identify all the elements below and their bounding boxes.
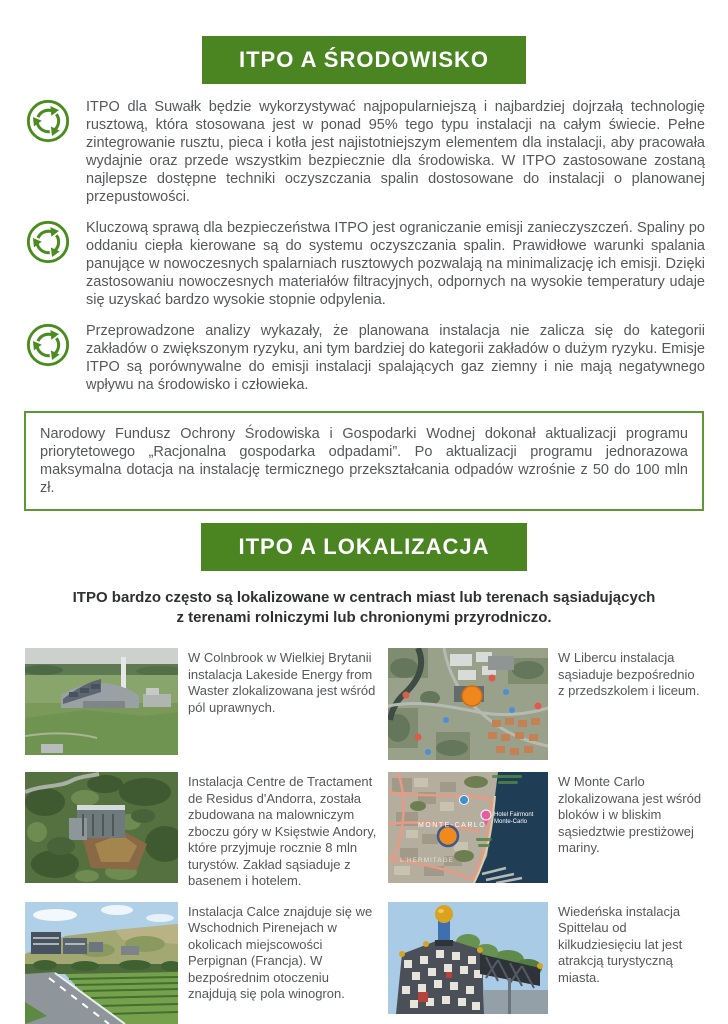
location-caption-monte-carlo: W Monte Carlo zlokalizowana jest wśród bloków i w bliskim sąsiedztwie prestiżowej mariny. xyxy=(558,774,702,855)
liberec-satellite-map xyxy=(388,648,548,760)
plant-location-marker xyxy=(438,826,458,846)
location-caption-liberec: W Libercu instalacja sąsiaduje bezpośrednio z przedszkolem i liceum. xyxy=(558,650,700,698)
recycle-icon xyxy=(25,322,71,368)
recycle-icon xyxy=(25,98,71,144)
location-caption-colnbrook: W Colnbrook w Wielkiej Brytanii instalacja Lakeside Energy from Waster zlokalizowana jest wśród pól uprawnych. xyxy=(188,650,376,715)
hotel-label-line2: Monte-Carlo xyxy=(494,819,528,825)
bullet-text: Kluczową sprawą dla bezpieczeństwa ITPO jest ograniczanie emisji zanieczyszczeń. Spaliny po oddaniu ciepła kierowane są do systemu oczyszczania spalin. Prawidłowe warunki spalania panujące w nowoczesnych spalarniach rusztowych pozwalają na minimalizację ich emisji. Dzięki zastosowaniu nowoczesnych materiałów filtracyjnych, odpornych na wysokie temperatury udaje się uzyskać bardzo wysokie stopnie odpylenia. xyxy=(86,220,705,308)
map-blue-marker xyxy=(460,796,469,805)
location-caption-calce: Instalacja Calce znajduje się we Wschodnich Pirenejach w okolicach miejscowości Perpignan (Francja). W bezpośrednim otoczeniu znajdują się pola winogron. xyxy=(188,903,373,1001)
bullet-item xyxy=(25,322,705,394)
colnbrook-plant-photo xyxy=(25,648,178,755)
section-title-lokalizacja: ITPO A LOKALIZACJA xyxy=(201,523,526,571)
lokalizacja-intro-text: ITPO bardzo często są lokalizowane w centrach miast lub terenach sąsiadujących z terenami rolniczymi lub chronionymi przyrodniczo. xyxy=(72,589,656,626)
monte-carlo-satellite-map xyxy=(388,772,548,883)
bullet-text: ITPO dla Suwałk będzie wykorzystywać najpopularniejszą i najbardziej dojrzałą technologię rusztową, która stosowana jest w ponad 95% tego typu instalacji na całym świecie. Pełne zintegrowanie rusztu, pieca i kotła jest najistotniejszym elementem dla instalacji, aby pracowała wydajnie oraz przede wszystkim bezpiecznie dla środowiska. W ITPO zastosowane zostaną najlepsze dostępne techniki oczyszczania spalin dostosowane do instalacji o planowanej przepustowości. xyxy=(86,99,705,205)
recycle-icon xyxy=(25,219,71,265)
bullet-item xyxy=(25,98,705,206)
location-caption-spittelau: Wiedeńska instalacja Spittelau od kilkudziesięciu lat jest atrakcją turystyczną miasta. xyxy=(558,903,683,985)
bullet-item xyxy=(25,219,705,309)
section-title-srodowisko: ITPO A ŚRODOWISKO xyxy=(202,36,526,84)
calce-road-photo xyxy=(25,902,178,1024)
locations-grid xyxy=(25,648,703,1024)
spittelau-plant-photo xyxy=(388,902,548,1014)
bullet-text: Przeprowadzone analizy wykazały, że planowana instalacja nie zalicza się do kategorii zakładów o zwiększonym ryzyku, ani tym bardziej do kategorii zakładów o dużym ryzyku. Emisje ITPO są porównywalne do emisji instalacji spalających gaz ziemny i nie mają negatywnego wpływu na środowisko i człowieka. xyxy=(86,323,705,393)
location-caption-andorra: Instalacja Centre de Tractament de Residus d'Andorra, została zbudowana na malowniczym zboczu góry w Księstwie Andory, które przyjmuje rocznie 8 mln turystów. Zakład sąsiaduje z basenem i hotelem. xyxy=(188,774,377,888)
srodowisko-bullet-list xyxy=(0,98,728,394)
district-label: L'HERMITAGE xyxy=(400,857,455,864)
funding-highlight-box: Narodowy Fundusz Ochrony Środowiska i Gospodarki Wodnej dokonał aktualizacji programu priorytetowego „Racjonalna gospodarka odpadami”. Po aktualizacji programu jednorazowa maksymalna dotacja na instalację termicznego przekształcania odpadów wzrośnie z 50 do 100 mln zł. xyxy=(24,411,704,511)
hotel-label-line1: Hotel Fairmont xyxy=(494,812,534,818)
andorra-plant-photo xyxy=(25,772,178,883)
city-label: MONTE-CARLO xyxy=(418,822,487,829)
plant-location-marker xyxy=(462,686,482,706)
